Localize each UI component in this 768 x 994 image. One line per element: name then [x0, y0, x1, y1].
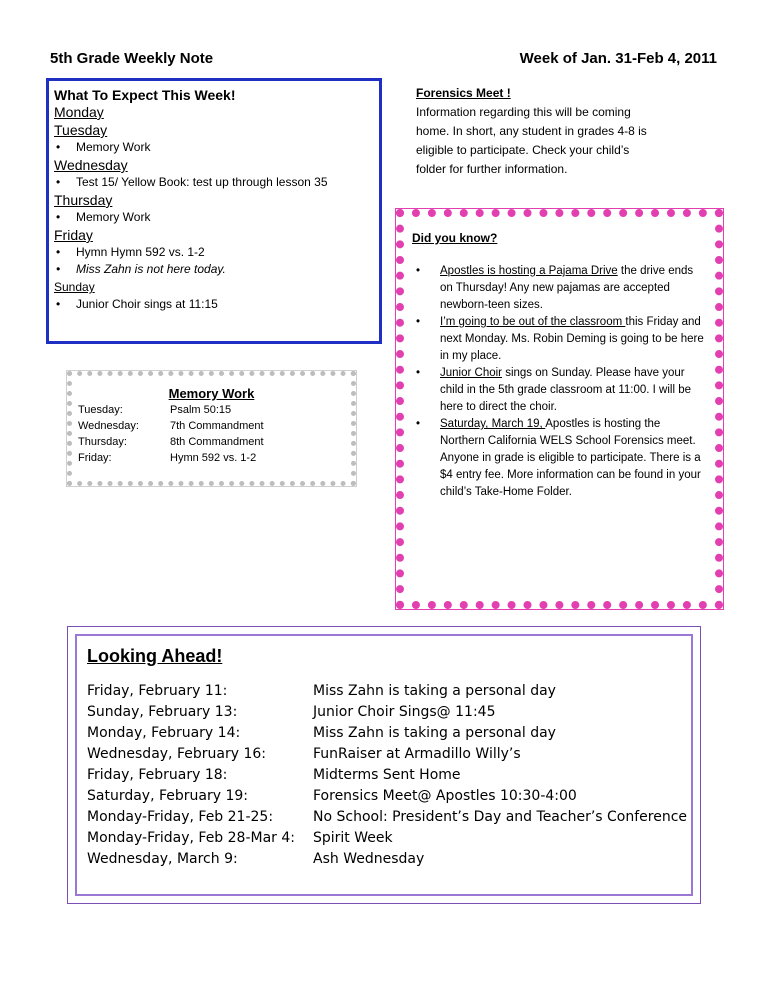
memory-day: Friday:	[78, 452, 112, 464]
event-text: Junior Choir Sings@ 11:45	[313, 704, 496, 720]
event-date: Saturday, February 19:	[87, 788, 249, 804]
forensics-line: Information regarding this will be coming	[416, 105, 631, 119]
looking-ahead-box	[67, 626, 701, 904]
event-text: FunRaiser at Armadillo Willy’s	[313, 746, 521, 762]
forensics-title: Forensics Meet !	[416, 86, 511, 100]
thursday-list	[54, 209, 375, 226]
list-item	[412, 365, 707, 416]
list-item: • Hymn Hymn 592 vs. 1-2	[54, 244, 375, 261]
event-date: Monday-Friday, Feb 21-25:	[87, 809, 274, 825]
event-text: Forensics Meet@ Apostles 10:30-4:00	[313, 788, 577, 804]
item-text: Apostles is hosting the Northern California WELS School Forensics meet. Anyone in grade is eligible to participate. There is a $4 entry fee. More information can be found in your child’s Take-Home Folder.	[440, 418, 701, 498]
forensics-line: home. In short, any student in grades 4-8 is	[416, 124, 647, 138]
did-you-know-box	[396, 209, 723, 609]
week-range: Week of Jan. 31-Feb 4, 2011	[519, 50, 717, 67]
event-text: Miss Zahn is taking a personal day	[313, 683, 556, 699]
memory-work: Psalm 50:15	[170, 404, 232, 416]
item-text: the drive ends on Thursday! Any new pajamas are accepted newborn-teen sizes.	[440, 265, 694, 311]
event-text: Miss Zahn is taking a personal day	[313, 725, 556, 741]
memory-day: Tuesday:	[78, 404, 123, 416]
list-item	[412, 314, 707, 365]
event-text: No School: President’s Day and Teacher’s Conference	[313, 809, 688, 825]
event-date: Monday, February 14:	[87, 725, 241, 741]
list-item: • Test 15/ Yellow Book: test up through lesson 35	[54, 174, 375, 191]
day-sunday: Sunday	[54, 280, 95, 294]
day-thursday: Thursday	[54, 192, 113, 208]
list-item: • Junior Choir sings at 11:15	[54, 296, 375, 313]
schedule-title: What To Expect This Week!	[54, 87, 236, 103]
event-date: Wednesday, February 16:	[87, 746, 266, 762]
item-text: sings on Sunday. Please have your child in the 5th grade classroom at 11:00. I will be here to direct the choir.	[440, 367, 692, 413]
list-item: • Miss Zahn is not here today.	[54, 261, 375, 278]
list-item	[412, 263, 707, 314]
memory-day: Wednesday:	[78, 420, 139, 432]
event-date: Wednesday, March 9:	[87, 851, 238, 867]
item-lead: Saturday, March 19,	[440, 418, 546, 430]
list-item: • Memory Work	[54, 209, 375, 226]
day-wednesday: Wednesday	[54, 157, 128, 173]
know-list	[412, 263, 707, 501]
day-tuesday: Tuesday	[54, 122, 108, 138]
forensics-line: folder for further information.	[416, 162, 568, 176]
looking-ahead-title: Looking Ahead!	[87, 646, 223, 666]
memory-work-box	[67, 371, 356, 486]
event-text: Midterms Sent Home	[313, 767, 461, 783]
looking-ahead-inner-frame	[75, 634, 693, 896]
tuesday-list	[54, 139, 375, 156]
know-title: Did you know?	[412, 231, 498, 245]
memory-work: Hymn 592 vs. 1-2	[170, 452, 257, 464]
item-text: this Friday and next Monday. Ms. Robin Deming is going to be here in my place.	[440, 316, 704, 362]
item-lead: I’m going to be out of the classroom	[440, 316, 626, 328]
event-date: Friday, February 11:	[87, 683, 228, 699]
friday-list	[54, 244, 375, 278]
memory-work: 8th Commandment	[170, 436, 264, 448]
forensics-line: eligible to participate. Check your child’s	[416, 143, 630, 157]
memory-day: Thursday:	[78, 436, 127, 448]
sunday-list	[54, 296, 375, 313]
day-monday: Monday	[54, 104, 104, 120]
day-friday: Friday	[54, 227, 93, 243]
list-item: • Memory Work	[54, 139, 375, 156]
page-title: 5th Grade Weekly Note	[50, 50, 214, 67]
memory-title: Memory Work	[168, 386, 255, 401]
event-date: Monday-Friday, Feb 28-Mar 4:	[87, 830, 295, 846]
forensics-note	[416, 84, 696, 179]
event-text: Ash Wednesday	[313, 851, 425, 867]
event-date: Sunday, February 13:	[87, 704, 238, 720]
weekly-schedule-box	[46, 78, 382, 344]
list-item	[412, 416, 707, 501]
memory-work: 7th Commandment	[170, 420, 264, 432]
item-lead: Junior Choir	[440, 367, 502, 379]
wednesday-list	[54, 174, 375, 191]
event-date: Friday, February 18:	[87, 767, 228, 783]
event-text: Spirit Week	[313, 830, 393, 846]
item-lead: Apostles is hosting a Pajama Drive	[440, 265, 618, 277]
